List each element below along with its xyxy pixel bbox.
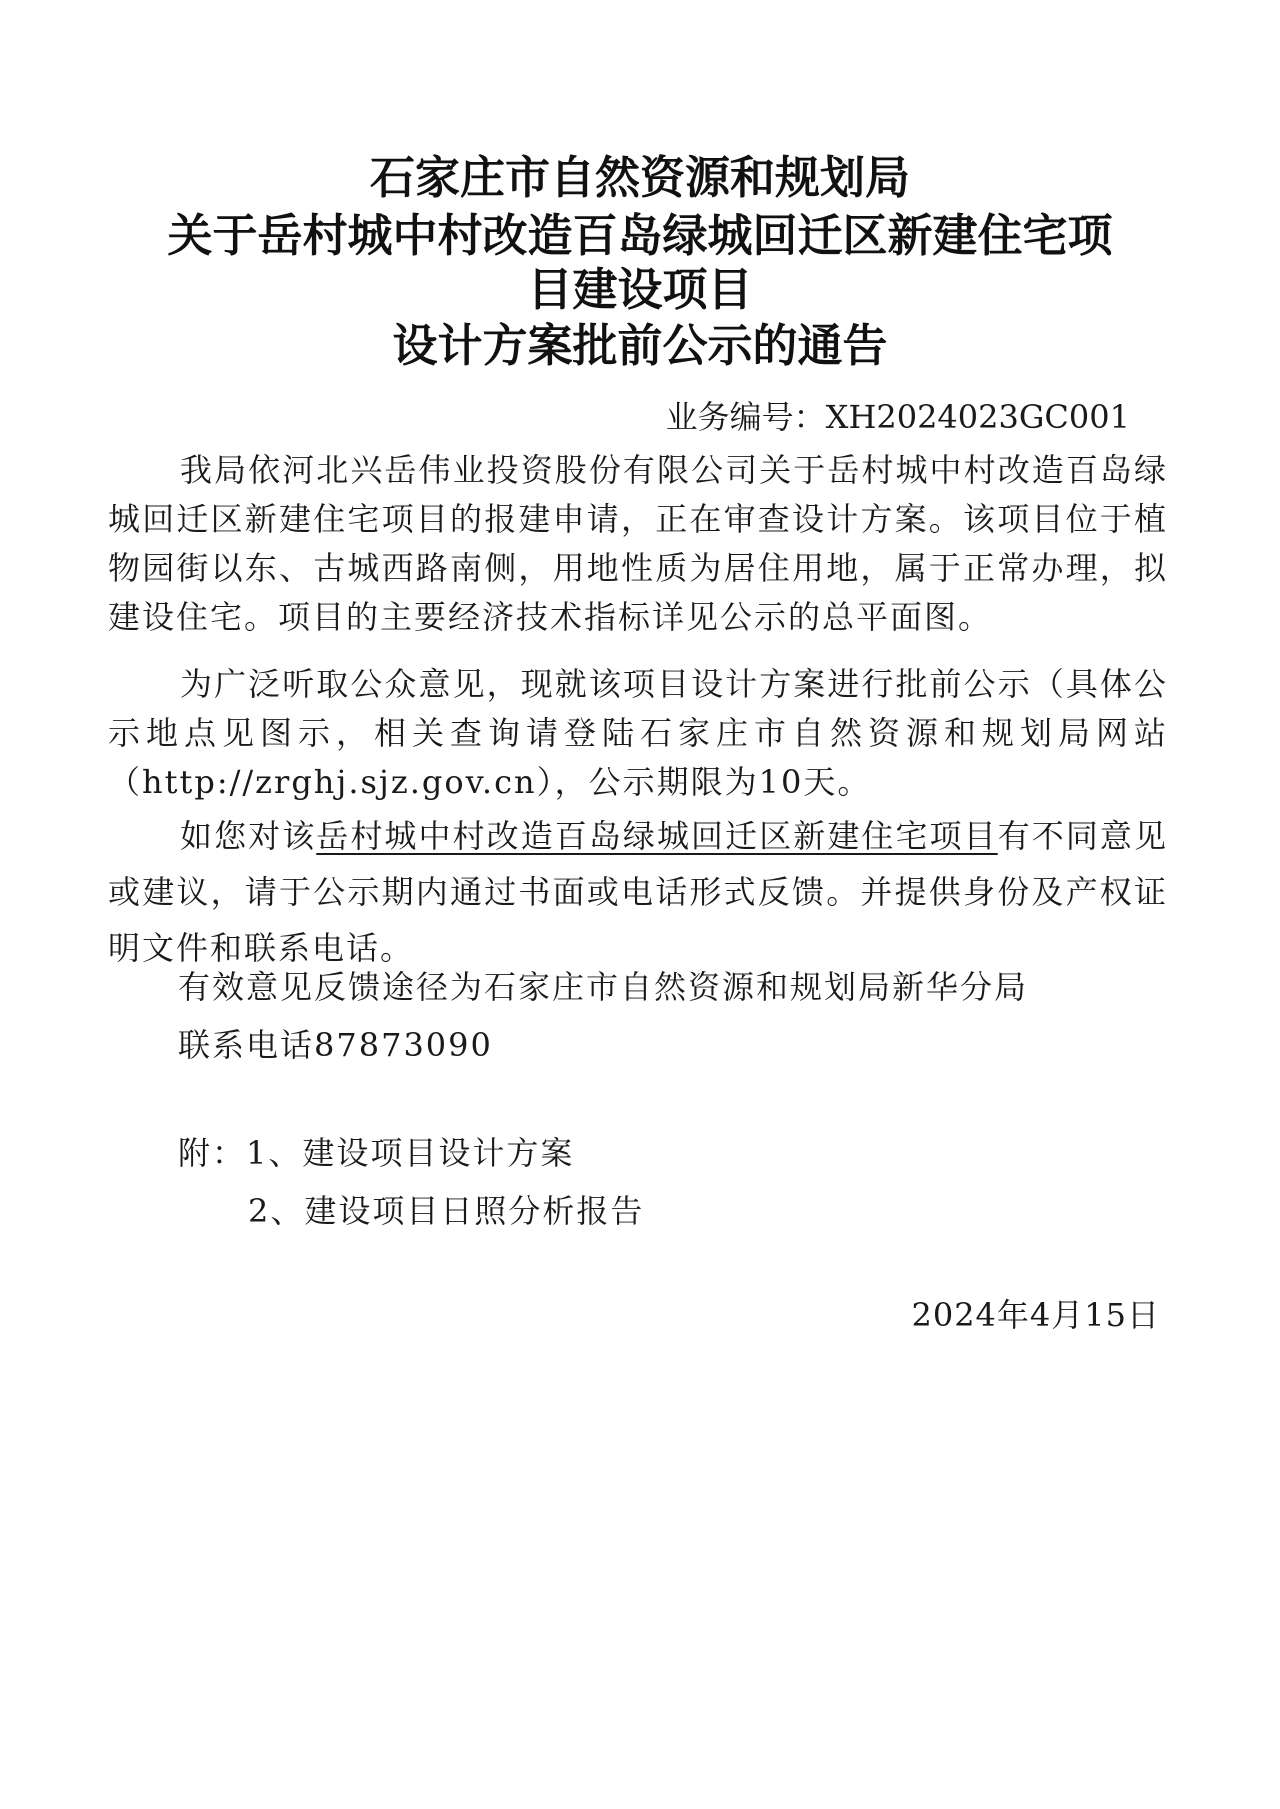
title-line-1: 石家庄市自然资源和规划局	[369, 151, 910, 204]
feedback-channel: 有效意见反馈途径为石家庄市自然资源和规划局新华分局	[178, 968, 1029, 1006]
paragraph-feedback	[108, 808, 1168, 976]
paragraph-application: 我局依河北兴岳伟业投资股份有限公司关于岳村城中村改造百岛绿城回迁区新建住宅项目的报建申请，正在审查设计方案。该项目位于植物园街以东、古城西路南侧，用地性质为居住用地，属于正常办理，拟建设住宅。项目的主要经济技术指标详见公示的总平面图。	[108, 451, 1168, 636]
attachment-2: 2、建设项目日照分析报告	[248, 1192, 645, 1230]
project-name-underlined: 岳村城中村改造百岛绿城回迁区新建住宅项目	[316, 817, 998, 855]
feedback-prefix: 如您对该	[180, 817, 317, 855]
title-line-2: 关于岳村城中村改造百岛绿城回迁区新建住宅项	[167, 209, 1113, 262]
title-line-4: 设计方案批前公示的通告	[392, 319, 888, 372]
contact-phone: 联系电话87873090	[178, 1026, 493, 1064]
doc-number: 业务编号：XH2024023GC001	[665, 398, 1130, 436]
paragraph-public-notice: 为广泛听取公众意见，现就该项目设计方案进行批前公示（具体公示地点见图示，相关查询请登陆石家庄市自然资源和规划局网站（http://zrghj.sjz.gov.cn），公示期限为10天。	[108, 665, 1168, 801]
notice-date: 2024年4月15日	[911, 1296, 1160, 1334]
title-line-3: 目建设项目	[527, 263, 753, 316]
feedback-suffix: 有不同意见或建议，请于公示期内通过书面或电话形式反馈。并提供身份及产权证明文件和联系电话。	[108, 817, 1168, 967]
attachment-1: 附：1、建设项目设计方案	[178, 1134, 575, 1172]
